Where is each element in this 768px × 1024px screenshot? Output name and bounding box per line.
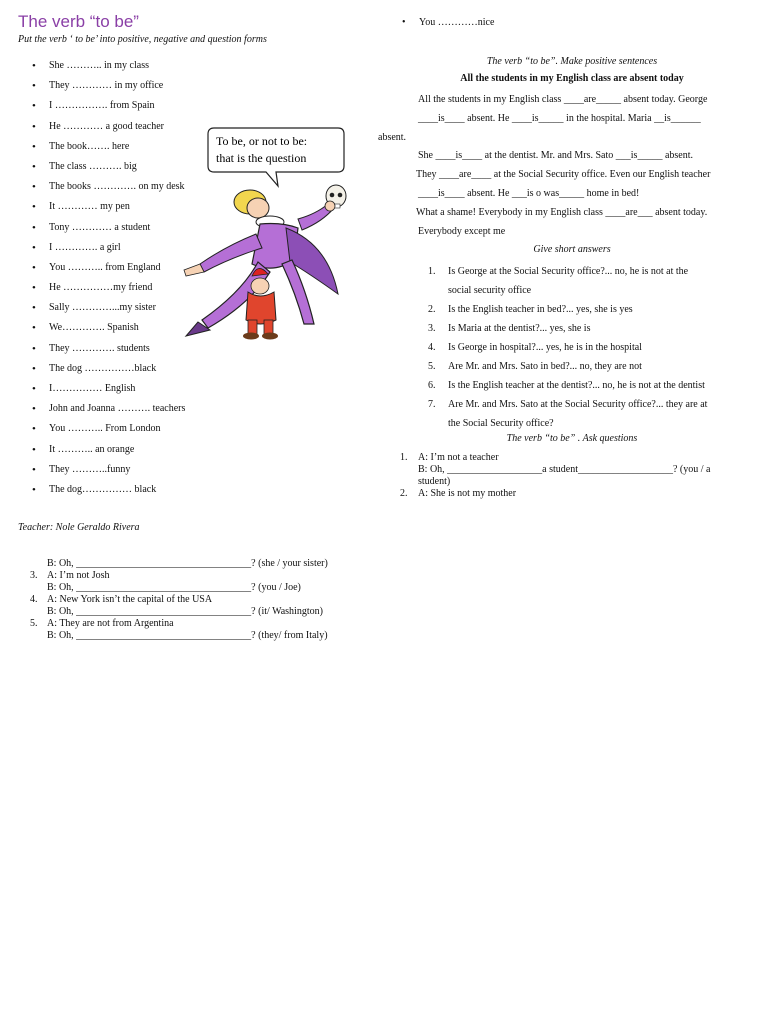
list-item: • Sally …………...my sister [30,298,185,318]
list-item: • I …………. a girl [30,238,185,258]
shakespeare-cartoon [178,124,378,346]
list-item: • You ……….. From London [30,419,185,439]
speech-line-1: To be, or not to be: [216,134,308,148]
speech-line-2: that is the question [216,151,307,165]
paragraph-line: Everybody except me [418,226,506,237]
list-item: 3. A: I’m not Josh [30,570,110,581]
list-item: • They ………..funny [30,460,185,480]
list-item: • It ……….. an orange [30,440,185,460]
ask-questions-continued [30,558,328,642]
list-item: • They ………… in my office [30,76,185,96]
section-heading: All the students in my English class are absent today [460,73,684,84]
list-item: B: Oh, ___________________________________? (they/ from Italy) [47,630,328,641]
page-title: The verb “to be” [18,12,139,31]
paragraph-line: absent. [378,132,407,143]
list-item: 1. Is George at the Social Security office?... no, he is not at the social security office [428,266,689,296]
list-item: • She ……….. in my class [30,56,185,76]
paragraph-line: What a shame! Everybody in my English class ____are___ absent today. [416,207,708,218]
list-item: B: Oh, ___________________________________? (you / Joe) [47,582,301,593]
list-item: • It ………… my pen [30,197,185,217]
paragraph-line: They ____are____ at the Social Security office. Even our English teacher [416,169,711,180]
section-title: Give short answers [533,244,611,255]
list-item: student) [418,476,451,487]
list-item: • The dog…………… black [30,480,185,500]
list-item: 4. Is George in hospital?... yes, he is in the hospital [428,342,642,353]
list-item: 5. A: They are not from Argentina [30,618,174,629]
section-title: The verb “to be” . Ask questions [506,433,638,444]
paragraph-line: She ____is____ at the dentist. Mr. and Mrs. Sato ___is_____ absent. [418,150,693,161]
exercise-list [30,56,185,500]
list-item: B: Oh, ___________________________________? (it/ Washington) [47,606,323,617]
list-item: • The dog ……………black [30,359,185,379]
list-item: • Tony ………… a student [30,218,185,238]
list-item: 4. A: New York isn’t the capital of the USA [30,594,213,605]
short-answers-list [428,262,758,433]
list-item: • They …………. students [30,339,185,359]
list-item: 3. Is Maria at the dentist?... yes, she is [428,323,591,334]
list-item: • You ……….. from England [30,258,185,278]
paragraph-line: ____is____ absent. He ___is o was_____ home in bed! [418,188,640,199]
list-item: • We…………. Spanish [30,318,185,338]
list-item: 1. A: I’m not a teacher [400,452,499,463]
list-item: • I ……………. from Spain [30,96,185,116]
list-item: • You …………nice [402,17,495,28]
paragraph-line: All the students in my English class ____are_____ absent today. George [418,94,708,105]
teacher-name: Teacher: Nole Geraldo Rivera [18,522,140,533]
list-item: B: Oh, ___________________________________? (she / your sister) [47,558,328,569]
ask-questions-list [400,452,710,500]
list-item: • He ………… a good teacher [30,117,185,137]
list-item: 6. Is the English teacher at the dentist?... no, he is not at the dentist [428,380,705,391]
list-item: • The class ………. big [30,157,185,177]
list-item: 5. Are Mr. and Mrs. Sato in bed?... no, they are not [428,361,642,372]
list-item: • I…………… English [30,379,185,399]
list-item: 7. Are Mr. and Mrs. Sato at the Social Security office?... they are at the Social Security office? [428,399,708,429]
list-item: B: Oh, ___________________a student___________________? (you / a [418,464,711,475]
instructions: Put the verb ‘ to be’ into positive, negative and question forms [18,34,267,45]
section-title: The verb “to be”. Make positive sentences [486,56,658,67]
list-item: • He ……………my friend [30,278,185,298]
list-item: • The books …………. on my desk [30,177,185,197]
list-item: • The book……. here [30,137,185,157]
list-item: • John and Joanna ………. teachers [30,399,185,419]
paragraph-line: ____is____ absent. He ____is_____ in the hospital. Maria __is______ [418,113,701,124]
list-item: 2. Is the English teacher in bed?... yes, she is yes [428,304,633,315]
list-item: 2. A: She is not my mother [400,488,517,499]
